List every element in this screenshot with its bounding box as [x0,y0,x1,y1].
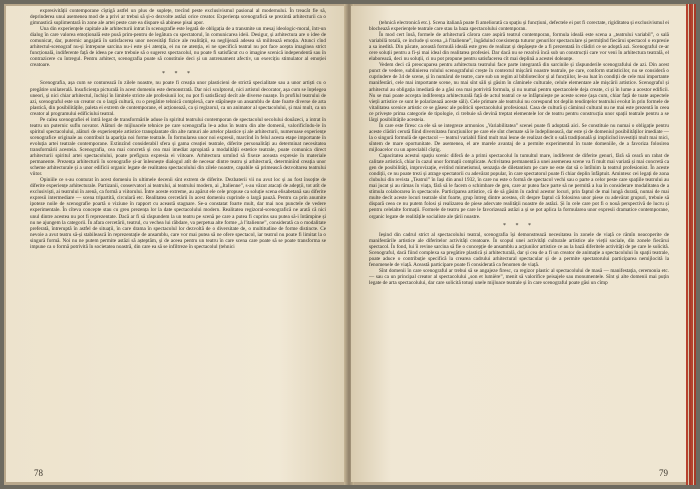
page-edge [686,4,696,485]
paragraph: Vedem deci că preocuparea pentru arhitectura teatrului face parte integrantă din sarcinile și răspunderile scenografului de azi. Din acest punct de vedere, sublinierea rolului scenografului crește în contextul mișcării noastre teatrale, pe care, conform statisticilor, nu se consideră o cuprindere de 34 de scene, și în numărul de teatre, care sub un regim al bibliotecilor și al funcțiilor, le-au luat în condiții de cele mai importante manifestări, cele mai importante scene, nu mai sînt săli și găsim în căminele culturale, celule elementare ale mișcării artistice. Scenograful și arhitectul au obligația imediată de a găsi cea mai potrivită formula, și nu numai pentru spectacolele deja create, ci și în lume a acestor edificii. Nu se mai poate accepta indiferența arhitecturală față de actul teatral ce se înfăptuiește pe aceste scene (așa cum, chiar față de toate aspectele vieții artistice ce sunt le polarizează aceste săli). Cele primare ale teatrului nu corespund tot deplin tendințelor teatrului evolut în prin formele de vitalitatea scenice artistic ce se găsesc ale politicii spectacolului profesional. Casa de cultură și căminul cultural nu ne mai este prezentă în ceea ce privește prima categorie de tipologie, ci trebuie să devină treptat elementele lor de teatru pentru construcția unor spații teatrale pentru a se lărgi posibilitățile acesteia. [369,62,669,123]
paragraph: Capacitatea acestui spațiu scenic diferă de a primi spectacolul în tumultul mare, indiferent de diferite genuri, fără să ceară un rabat de calitate artistică, chiar în cazul unor formații complicate. Activitatea permanentă a unei asemenea scene va fi mult mai variată și mai concretă ca gen de posibilități, improvizație, evitînd mimetismul, senzația de diletantism pe care ne este dat să o întîlnim la teatrul profesionist. În aceste condiții, ce nu poate trezi și atrage spectatorii cu adevărat popular, în care spectatorul poate fi chiar deplin înfăptuit. Amintesc cei legați de zona clubului din revista „Teatrul” în Iași din anul 1932, în care nu este o formă de spectacol vechi sau o parte a celor peste care spațiile teatrului au mai jucat și au rămas în viața, fără să le facem o schimbare de gen, care ar putea face parte să ne permită a lua în considerare modalitatea de a stimula colaborarea în spectacole. Participarea artistice, că de să găsim în cadrul acestor locuri, prin faptul de mai lungă durată, numai de mai multe decît aceste locuri teatrale sînt foarte, grup întreg dintre acestea, cît despre faptul că folosirea unor piese cu adevărat grupuri, trebuie să dispară ceea ce nu putem folosi și realizarea de piese adecvate realității noastre de astăzi. Și în cele care pot fi o nouă perspectivă de lucru și pentru celelalte formații. Formele de teatru pe care le favorizează astăzi a și se pot aplica la formularea unor expresii dramatice contemporane, organic legate de realitățile socialiste ale țării noastre. [369,153,669,220]
right-page [351,6,686,482]
page-number: 78 [34,468,43,478]
paragraph: În mod cert însă, formele de arhitectură cărora care aspiră teatrul contemporan, formula ideală este scena a „teatrului variabil”, o sală variabilă totală, ce include și scena „à l'italienne”, îngăduind coexistența tuturor genurilor spectaculare și permițînd fiecărui spectacol o expresie a sa inedită. Din păcate, această formulă ideală este greu de realizat și depășește de a fi prezentată în clădiri ce se adoptă azi. Scenograful ce-ar cere soluții pentru a fi-și mai ideal din realitatea profesiei. Dar dacă nu se rezolvă încă sub un construcții care vor veni în arhitectura teatrală, el elaborează, deci nu soluții, ci nu pot propune pentru satisfacerea cît mai deplină a acestei doleanțe. [369,32,669,63]
paragraph: Una din experiențele capitale ale arhitecturii intrat în scenografie este legată de obligația de a transmite un mesaj ideologic-moral, într-un dialog în care valorea emoțională este pusă prim-pentru de legătura cu spectatorul, în comunicarea ideii. Desigur, și arhitectura are o idee de comunicat, dar, puternic angajată în satisfacerea unor necesități fizice ale realității, ea neglijează adesea să militează emoția. Atunci cînd arhitectul-scenograf nu-și întrepune sarcina nu-i este și-i atenția, ei nu ne atenția, ei ne specifică teatral nu pot face acepta imaginea strict funcțională, indiferente față de ideea pe care trebuie să o sugerez spectacolul, nu poate fi satisfăcut cu o imagine scenică independentă sau în contrazicere cu întregul. Pentru arhitect, scenografia poate să constituie deci și un antrenament afectiv, un exercițiu stimulator al emoției creatoare. [30,26,326,69]
paragraph: Scenografia, așa cum se conturează în zilele noastre, nu poate fi creația unor plasticieni de strictă specialitate sau a unor artiști cu o pregătire unilaterală. Insuficiența picturală în acest domeniu este demonstrată. Dar nici sculptorul, nici artistul decorator, așa cum se înțelegea uneori, și nici chiar arhitectul, închiși în limitele stricte ale profesiunii lor, nu pot fi satisfăcuți decît ale diverse nuanțe. În profilul teatrului de azi, scenograful este un creator cu o largă cultură, cu o pregătire tehnică complexă, care stăpînește un ansamblu de date foarte diverse de arta plastică, din posibilitățile, paleta ei extrem de contemporane, el acționează, ca și regizorul, ca un animator al spectacolului, și mai mult, ca un creator al programului edificiului teatral. [30,80,326,117]
paragraph: Sînt domenii în care scenograful ar trebui să se angajeze firesc, ca regizor plastic al spectacolului de masă — manifestația, ceremonia etc. — sau ca un principal creator al spectacolului „son et lumière”, menit să valorifice peisajele sau monumentele. Sînt și alte domenii mai puțin legate de arta spectacolului, dar care solicită totuși unele mijloace teatrale și în care scenograful poate găsi un cîmp [369,267,669,286]
paragraph: În care este firesc ca ele să se integreze armonios „Variabilitatea” scenei poate fi adoptată aici. Se constituie nu numai o obligație pentru aceste clădiri cerută fiind diversitatea funcțiunilor pe care ele sînt chemate să le îndeplinească, dar este și de domeniul posibilităților imediate — la o singură formulă de spectacol — teatrul variabil fiind mult mai lesne de realizat decît o sală tradițională și implicînd investiții mult mai mici, sîntem de mare oportunitate. De asemenea, el are marele avantaj de a permite experimentul în toate domeniile, de a favoriza folosirea mijloacelor cu un apreciabil cîștig. [369,122,669,153]
left-page [6,6,347,482]
paragraph: Pe calea scenografiei el intră legat de transformările aduse în spiritul teatrului contemporan de spectacolul secolului douăzeci, a intrat în teatru un puternic suflu novator. Alături de mijloacele tehnice pe care scenografia le-a adus în teatru din alte domenii, valorificîndu-le în spiritul spectacolului, alături de experiențele artistice transplantate din alte ramuri ale artelor plastice și ale arhitecturii, numeroase experiențe scenografice originale au contribuit la apariția noi forme teatrale. În formularea unor noi expresii, marcînd în felul acesta etape importante în evoluția artei teatrale contemporane. Extinzînd considerabil sfera și gama creației teatrale, diferite personalități au determinat necesitatea transformării acesteia. Scenografia, cea mai concretă și cea mai imediat apropiată a modalității estetice teatrale, poate comunica direct arhitecturii spiritul artei spectacolului, poate prefigura expresia ei viitoare. Arhitectura urmînd să fixeze aceasta expresie în materiale permanente. Prezența arhitecturii în scenografie și-ar înlesnește dialogul atît de necesar dintre teatru și arhitectură, determinînd creația unor scheme arhitecturale și a unor edificii organic legate de realitatea spectacolului din zilele noastre, capabile să primească dezvoltarea teatrului viitor. [30,116,326,178]
page-number: 79 [659,468,668,478]
paragraph: Ieșind din cadrul strict al spectacolului teatral, scenografia își demonstrează necesitatea în zonele de viață ce rămîn neacoperite de manifestările artistice ale diferitelor activități creatoare. În scopul unei activități culturale artistice ale vieții sociale, din zonele fiecărui spectacol. În fond, lui îi revine sarcina să fie o concepție de ansamblu a acțiunilor artistice ce au la bază diferitele activități de pe care le solicită. Scenograful, dacă fiind complexa sa pregătire plastică și arhitecturală, dar și cea de a fi un creator de animație a spectacolului în spații teatrale, poate aduce o contribuție specifică la crearea cadrului arhitectural spectacular și de a permite spectatorului participarea nemijlocită la fenomenele de viață. Această participare poate fi considerată ca fenomen de viață. [369,231,669,268]
section-separator: * * * [162,71,194,78]
right-page-text [369,20,669,286]
paragraph: (tehnică electronică etc.). Scena italiană poate fi ameliorată ca spațiu și funcțiuni, defectele ei pot fi corectate, rigiditatea și exclusivismul ei blochează experiențele teatrale care stau la baza spectacolului contemporan. [369,20,669,33]
section-separator: * * * [503,222,535,229]
paragraph: expresivității contemporane cîștigă astfel un plus de suplețe, trecînd peste exclusivismul pasional al modernului. În treacăt fie să, deprinderea unui asemenea mod de a privi ar trebui să și-o dezvolte astăzi orice creator. Experiența scenografică se prezintă arhitecturii ca o gimnastică suplimentară în zone ale artei peste care ea dispare să abinese pisai apor. [30,8,326,27]
paragraph: Opiniile ce s-au conturat în acest domeniu în ultimele decenii sînt extrem de diferite. Dezbaterii vii nu avut loc și au fost însoțite de diferite experiențe arhitecturale. Partizanii, conservatori ai teatrului, ai teatrului modern, ai „Italienne”, s-au văzut atacați de adepții, tot atît de exclusiviști, ai teatrului în arenă, ca formă a viitorului. Între aceste extreme, au apărut ele cele propuse ca soluție scena elisabetană sau diferite expresii intermediare — scena tripartită, circulară etc. Realitatea cercetării în acest domeniu cuprinde o largă pauză. Pentru ca prin anumite ipoteze noile de scenografie poartă o viziune în rapport cu această stagnare. Se-a constatat foarte mult, dar mai nou punctele de vedere experimentale. În cîteva concepte stau cu greu prezența lor la date spectacolului modern. Realitatea regizoral-scenografică ne arată că nici unul dintre acestea nu pot fi reprezentate. Dacă ar fi să răspundem la un teatru pe scenă pe care a putea fi cuprins sau putea să-i întâmpine și nu ne ajungem la categorii. În afara cercetării, teatrul, cu vechea lui răbdare, va perpetua alte forme „à l'italienne”, considerată ca o modalitate preferată, întreruptă în astfel de situații, în care drama în spectacolul lor dezvoltă de o diversitate de, o multitudine de forme distincte. Ce nevoie a avut teatru să-și stabilească în reprezentație de ansamblu, care vor mai putea să ne ofere spectacol, iar teatrul nu poate fi limitat la o singură formă. Noi nu ne putem permite astăzi să așteptăm, și de aceea pentru un teatru în care scena care poate să se poate transforma se impune ca o formă potrivită în societatea noastră, din care ea să se infiltreze în spectacolul (tehnici [30,177,326,250]
left-page-text [30,8,326,250]
book-spread [4,4,696,485]
